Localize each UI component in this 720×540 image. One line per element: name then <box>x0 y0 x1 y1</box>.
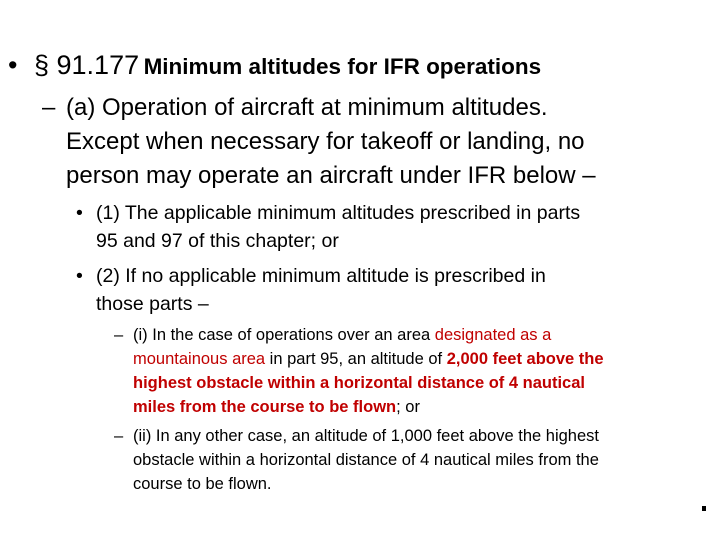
sub-ii-line-1: (ii) In any other case, an altitude of 1,000 feet above the highest <box>133 427 599 445</box>
item-1-line-2: 95 and 97 of this chapter; or <box>96 230 339 252</box>
sub-i-line-3: highest obstacle within a horizontal distance of 4 nautical <box>133 374 585 392</box>
sub-i-highlight-course: miles from the course to be flown <box>133 398 397 416</box>
para-a-line-1: (a) Operation of aircraft at minimum altitudes. <box>66 94 548 121</box>
sub-i-highlight-mountainous: mountainous area <box>133 350 266 368</box>
sub-i-line-2 <box>133 350 604 369</box>
corner-mark <box>702 506 706 511</box>
para-a-dash: – <box>42 94 56 121</box>
sub-ii-dash: – <box>114 427 124 445</box>
sub-i-line-1 <box>133 326 551 345</box>
sub-i-line-4-text: ; or <box>396 398 420 416</box>
item-2-bullet: • <box>76 265 83 287</box>
sub-i-line-1-text: (i) In the case of operations over an area <box>133 326 435 344</box>
section-number: § 91.177 <box>34 50 140 80</box>
sub-i-highlight-altitude: 2,000 feet above the <box>446 350 604 368</box>
item-1-line-1: (1) The applicable minimum altitudes prescribed in parts <box>96 202 581 224</box>
sub-i-line-4 <box>133 398 420 417</box>
heading-bullet: • <box>8 50 18 80</box>
sub-i-line-2-text: in part 95, an altitude of <box>265 350 447 368</box>
section-title: Minimum altitudes for IFR operations <box>143 54 542 79</box>
item-2-line-1: (2) If no applicable minimum altitude is prescribed in <box>96 265 546 287</box>
item-2-line-2: those parts – <box>96 293 209 315</box>
para-a-line-2: Except when necessary for takeoff or landing, no <box>66 128 585 155</box>
sub-i-highlight-designated: designated as a <box>434 326 552 344</box>
sub-i-dash: – <box>114 326 124 344</box>
page-title <box>34 50 541 81</box>
sub-ii-line-3: course to be flown. <box>133 475 272 493</box>
para-a-line-3: person may operate an aircraft under IFR below – <box>66 162 596 189</box>
item-1-bullet: • <box>76 202 83 224</box>
sub-ii-line-2: obstacle within a horizontal distance of 4 nautical miles from the <box>133 451 599 469</box>
